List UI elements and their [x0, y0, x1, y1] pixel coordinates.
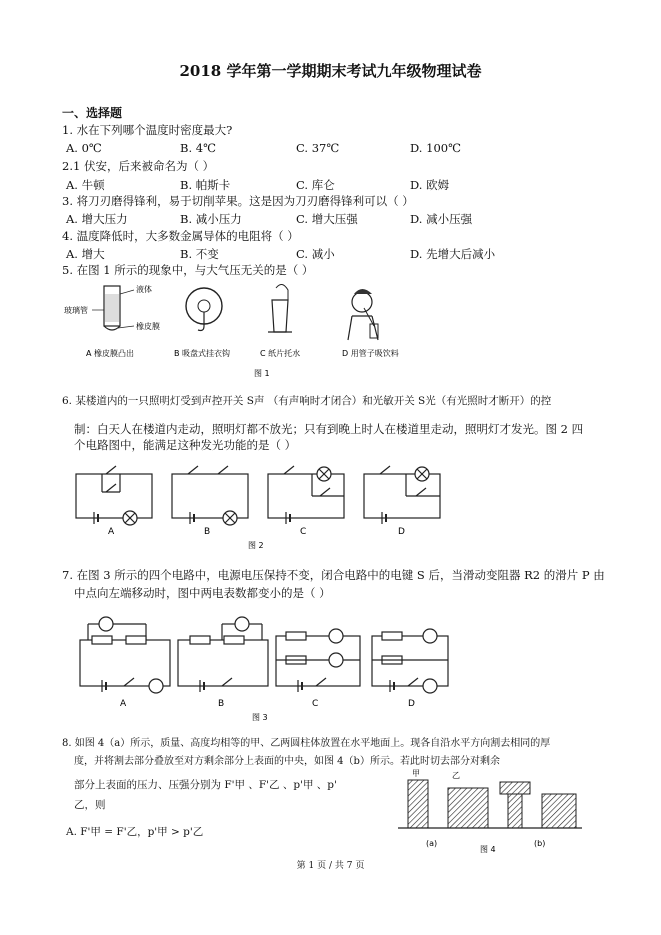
- q1-option-d: D. 100℃: [410, 141, 461, 155]
- q4-stem: 4. 温度降低时，大多数金属导体的电阻将（ ）: [62, 229, 299, 243]
- q6-line-1: 6. 某楼道内的一只照明灯受到声控开关 S声 （有声响时才闭合）和光敏开关 S光（有光照时才断开）的控: [62, 395, 552, 407]
- fig3-label-a: A: [120, 699, 127, 709]
- q4-option-d: D. 先增大后减小: [410, 247, 496, 261]
- fig1-d-person: [348, 289, 378, 340]
- fig2-label-d: D: [398, 527, 405, 537]
- q6-line-3: 个电路图中，能满足这种发光功能的是（ ）: [74, 438, 297, 452]
- fig1-caption-b: B 吸盘式挂衣钩: [174, 349, 231, 358]
- q2-option-c: C. 库仑: [296, 178, 335, 192]
- fig1-caption-a: A 橡皮膜凸出: [86, 349, 135, 358]
- q8-line-2: 度，并将割去部分叠放至对方剩余部分上表面的中央，如图 4（b）所示。若此时切去部分对剩余: [74, 756, 500, 767]
- q2-option-b: B. 帕斯卡: [180, 178, 231, 192]
- figure-2: [72, 456, 452, 552]
- fig4-a-cylinder-yi: [448, 788, 488, 828]
- q8-line-3: 部分上表面的压力、压强分别为 F'甲 、F'乙 、p'甲 、p': [74, 779, 337, 791]
- q3-option-b: B. 减小压力: [180, 212, 242, 226]
- fig4-b-piece-top: [500, 782, 530, 794]
- fig2-label-b: B: [204, 527, 211, 537]
- q1-option-b: B. 4℃: [180, 141, 216, 155]
- fig2-number: 图 2: [248, 541, 264, 550]
- figure-4: [396, 768, 586, 858]
- fig4-label-jia: 甲: [412, 769, 420, 778]
- figure-3: [72, 610, 452, 725]
- q3-option-a: A. 增大压力: [66, 212, 128, 226]
- fig1-b-suction-hook: [186, 288, 222, 331]
- q2-option-a: A. 牛顿: [66, 178, 105, 192]
- fig1-label-glass-tube: 玻璃管: [64, 306, 88, 315]
- fig4-number: 图 4: [480, 845, 496, 854]
- fig2-label-a: A: [108, 527, 115, 537]
- q2-stem: 2.1 伏安，后来被命名为（ ）: [62, 159, 215, 173]
- q1-option-c: C. 37℃: [296, 141, 340, 155]
- fig4-b-cylinder-jia: [508, 794, 522, 828]
- fig4-label-yi: 乙: [452, 771, 460, 780]
- fig1-label-rubber-film: 橡皮膜: [136, 322, 160, 331]
- fig1-c-cup: [268, 284, 292, 332]
- q7-line-2: 中点向左端移动时，图中两电表数都变小的是（ ）: [74, 586, 331, 600]
- exam-title: 2018 学年第一学期期末考试九年级物理试卷: [179, 62, 482, 80]
- fig4-a-cylinder-jia: [408, 780, 428, 828]
- q8-line-1: 8. 如图 4（a）所示，质量、高度均相等的甲、乙两圆柱体放置在水平地面上。现各自沿水平方向割去相同的厚: [62, 738, 551, 749]
- fig1-a-tube: [92, 286, 134, 330]
- fig4-caption-a: (a): [426, 839, 438, 848]
- fig2-label-c: C: [300, 527, 307, 537]
- q5-stem: 5. 在图 1 所示的现象中，与大气压无关的是（ ）: [62, 263, 314, 277]
- fig1-number: 图 1: [254, 369, 270, 378]
- fig1-caption-c: C 纸片托水: [260, 349, 301, 358]
- q4-option-c: C. 减小: [296, 247, 335, 261]
- fig4-b-cylinder-yi: [542, 794, 576, 828]
- q8-line-4: 乙，则: [74, 799, 106, 811]
- q2-option-d: D. 欧姆: [410, 178, 450, 192]
- q1-option-a: A. 0℃: [66, 141, 102, 155]
- q4-option-a: A. 增大: [66, 247, 105, 261]
- fig3-label-d: D: [408, 699, 415, 709]
- q4-option-b: B. 不变: [180, 247, 219, 261]
- q1-stem: 1. 水在下列哪个温度时密度最大?: [62, 123, 233, 137]
- q3-option-d: D. 减小压强: [410, 212, 473, 226]
- q7-line-1: 7. 在图 3 所示的四个电路中，电源电压保持不变，闭合电路中的电键 S 后，当滑动变阻器 R2 的滑片 P 由: [62, 568, 605, 582]
- q6-line-2: 制：白天人在楼道内走动，照明灯都不放光；只有到晚上时人在楼道里走动，照明灯才发光。图 2 四: [74, 422, 584, 436]
- q3-option-c: C. 增大压强: [296, 212, 358, 226]
- fig3-number: 图 3: [252, 713, 268, 722]
- fig3-label-c: C: [312, 699, 319, 709]
- page-footer: 第 1 页 / 共 7 页: [296, 861, 365, 871]
- figure-1: [62, 280, 442, 380]
- fig1-caption-d: D 用管子吸饮料: [342, 349, 399, 358]
- fig1-label-liquid: 液体: [136, 285, 152, 294]
- fig3-label-b: B: [218, 699, 225, 709]
- q8-option-a: A. F'甲 = F'乙，p'甲 > p'乙: [66, 826, 204, 838]
- q3-stem: 3. 将刀刃磨得锋利，易于切削苹果。这是因为刀刃磨得锋利可以（ ）: [62, 194, 414, 208]
- fig4-caption-b: (b): [534, 839, 546, 848]
- section-heading: 一、选择题: [62, 106, 123, 120]
